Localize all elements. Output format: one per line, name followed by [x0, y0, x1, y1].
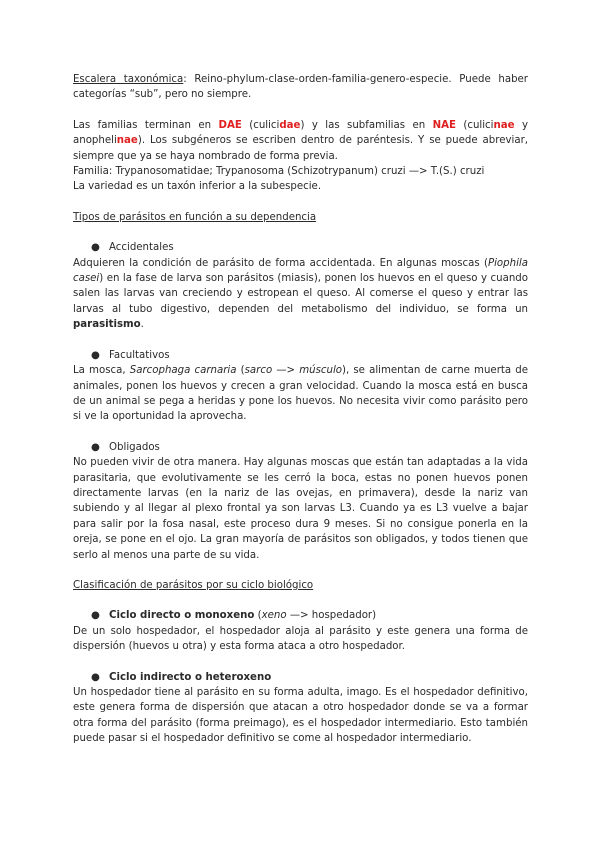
section-title-cycle: Clasificación de parásitos por su ciclo biológico — [73, 579, 314, 591]
variety-line: La variedad es un taxón inferior a la subespecie. — [73, 181, 322, 193]
bullet-heteroxeno: ● Ciclo indirecto o heteroxeno — [73, 670, 528, 685]
bullet-icon: ● — [91, 671, 100, 683]
nae-highlight: NAE — [432, 119, 456, 131]
facultativos-paragraph: La mosca, Sarcophaga carnaria (sarco —> músculo), se alimentan de carne muerta de animales, ponen los huevos y crecen a gran velocidad. Cuando la mosca está en busca de un animal se pega a heridas y pone los huevos. No necesita vivir como parásito pero si ve la oportunidad la aprovecha. — [73, 365, 528, 423]
bullet-icon: ● — [91, 349, 100, 361]
taxonomy-paragraph: Escalera taxonómica: Reino-phylum-clase-orden-familia-genero-especie. Puede haber categorías “sub”, pero no siempre. — [73, 74, 528, 101]
taxonomy-term: Escalera taxonómica — [73, 74, 184, 85]
bullet-icon: ● — [91, 441, 100, 453]
families-paragraph: Las familias terminan en DAE (culicidae) y las subfamilias en NAE (culicinae y anophelinae). Los subgéneros se escriben dentro de paréntesis. Y se puede abreviar, siempre que ya se haya nombrado de forma previa. — [73, 119, 528, 162]
bullet-icon: ● — [91, 610, 100, 622]
obligados-paragraph: No pueden vivir de otra manera. Hay algunas moscas que están tan adaptadas a la vida parasitaria, que evolutivamente se les cerró la boca, estas no ponen huevos ponen directamente larvas (en la nariz de las ovejas, en primavera), desde la nariz van subiendo y al llegar al plexo frontal ya son larvas L3. Cuando ya es L3 vuelve a bajar para salir por la fosa nasal, este proceso dura 9 meses. Si no consigue ponerla en la oreja, se pone en el ojo. La gran mayoría de parásitos son obligados, y todos tienen que serlo al menos una parte de su vida. — [73, 457, 528, 561]
family-example-line: Familia: Trypanosomatidae; Trypanosoma (Schizotrypanum) cruzi —> T.(S.) cruzi — [73, 166, 485, 178]
monoxeno-paragraph: De un solo hospedador, el hospedador aloja al parásito y este genera una forma de dispersión (huevos u otra) y esta forma ataca a otro hospedador. — [73, 625, 528, 653]
bullet-accidentales: ● Accidentales — [73, 240, 528, 255]
section-title-dependency: Tipos de parásitos en función a su dependencia — [73, 211, 317, 223]
heteroxeno-paragraph: Un hospedador tiene al parásito en su forma adulta, imago. Es el hospedador definitivo, este genera forma de dispersión que atacan a otro hospedador donde se va a formar otra forma del parásito (forma preimago), es el hospedador intermediario. Esto también puede pasar si el hospedador definitivo se come al hospedador intermediario. — [73, 687, 528, 745]
accidentales-paragraph: Adquieren la condición de parásito de forma accidentada. En algunas moscas (Piophila casei) en la fase de larva son parásitos (miasis), ponen los huevos en el queso y cuando salen las larvas van creciendo y estropean el queso. Al comerse el queso y entrar las larvas al tubo digestivo, dependen del metabolismo del individuo, se forma un parasitismo. — [73, 257, 528, 331]
bullet-obligados: ● Obligados — [73, 440, 528, 455]
bullet-monoxeno: ● Ciclo directo o monoxeno (xeno —> hospedador) — [73, 608, 528, 623]
bullet-icon: ● — [91, 242, 100, 254]
document-page — [73, 72, 528, 747]
dae-highlight: DAE — [218, 119, 242, 131]
bullet-facultativos: ● Facultativos — [73, 348, 528, 363]
